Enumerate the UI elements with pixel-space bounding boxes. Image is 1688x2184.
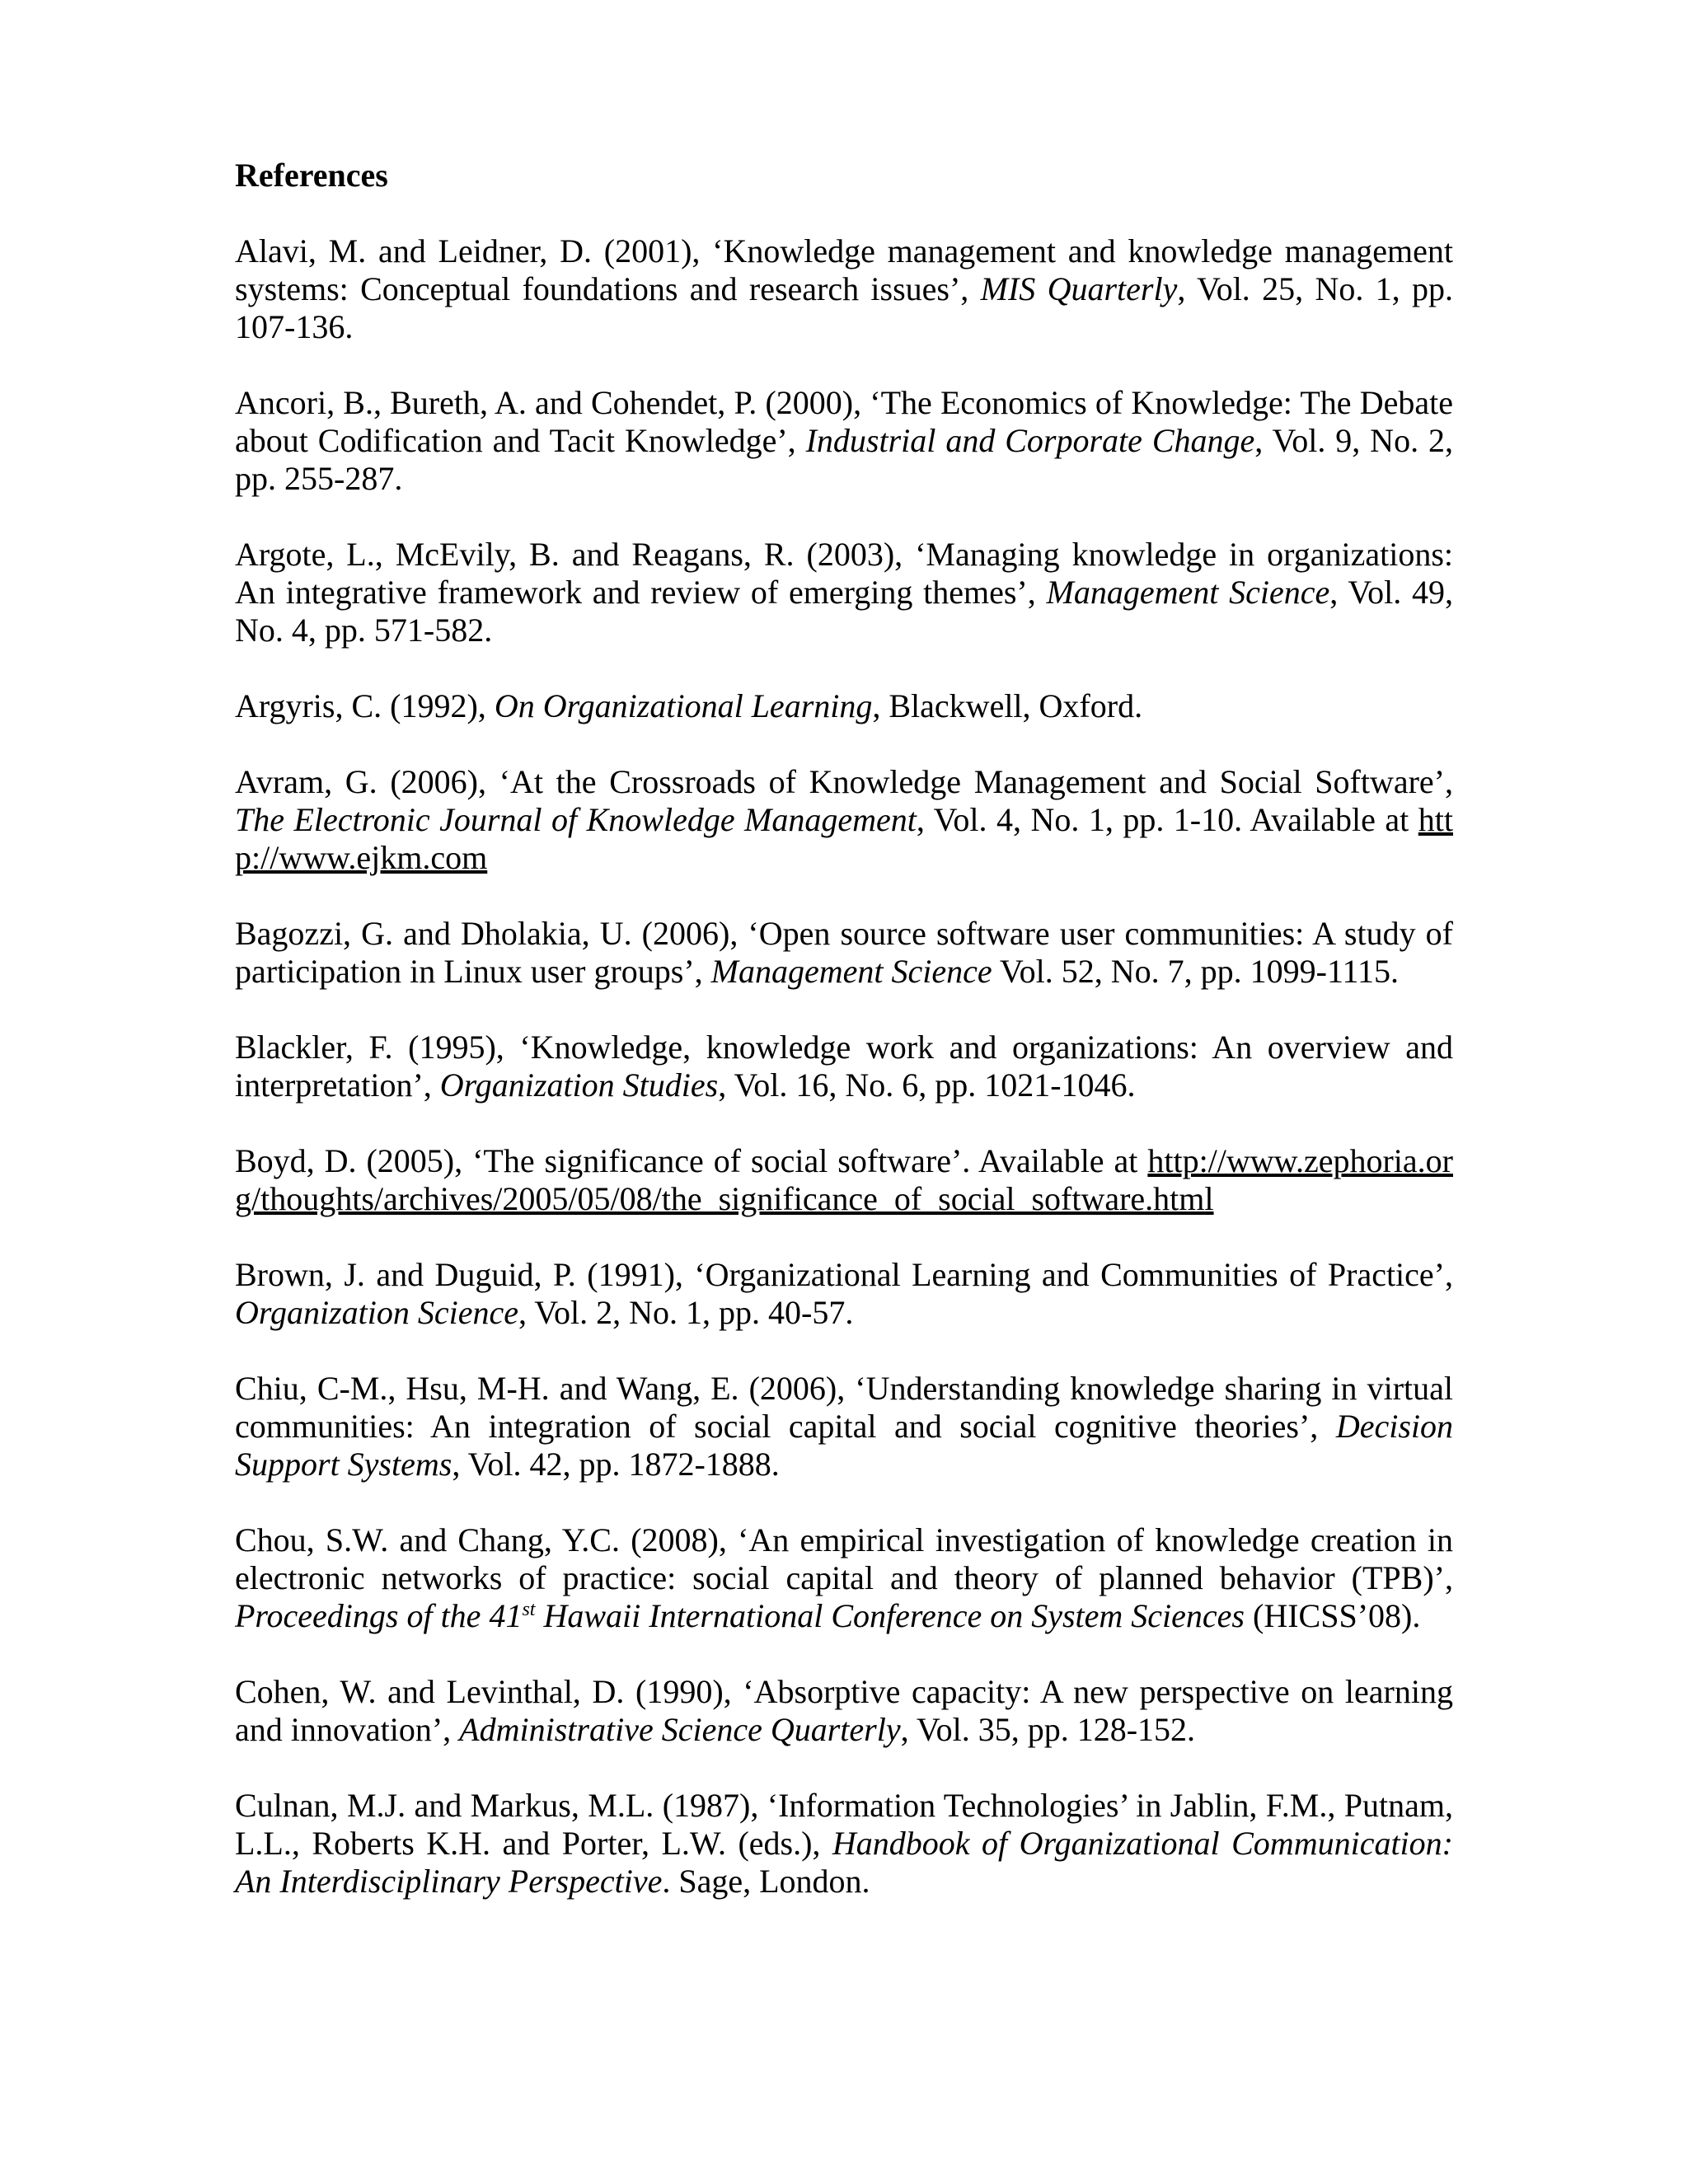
reference-entry: Chou, S.W. and Chang, Y.C. (2008), ‘An empirical investigation of knowledge creation in electronic networks of practice: social capital and theory of planned behavior (TPB)’, Proceedings of the 41st Hawaii International Conference on System Sciences (HICSS’08). xyxy=(235,1521,1453,1634)
reference-entry: Ancori, B., Bureth, A. and Cohendet, P. (2000), ‘The Economics of Knowledge: The Debate about Codification and Tacit Knowledge’, Industrial and Corporate Change, Vol. 9, No. 2, pp. 255-287. xyxy=(235,384,1453,497)
reference-entry: Argote, L., McEvily, B. and Reagans, R. (2003), ‘Managing knowledge in organizations: An integrative framework and review of emerging themes’, Management Science, Vol. 49, No. 4, pp. 571-582. xyxy=(235,536,1453,649)
reference-link[interactable]: http://www.ejkm.com xyxy=(235,801,1453,876)
references-page xyxy=(235,157,1453,1900)
reference-link[interactable]: http://www.zephoria.org/thoughts/archives/2005/05/08/the_significance_of_social_software.html xyxy=(235,1142,1453,1217)
reference-entry: Culnan, M.J. and Markus, M.L. (1987), ‘Information Technologies’ in Jablin, F.M., Putnam, L.L., Roberts K.H. and Porter, L.W. (eds.), Handbook of Organizational Communication: An Interdisciplinary Perspective. Sage, London. xyxy=(235,1787,1453,1900)
reference-entry: Argyris, C. (1992), On Organizational Learning, Blackwell, Oxford. xyxy=(235,687,1143,724)
reference-entry: Cohen, W. and Levinthal, D. (1990), ‘Absorptive capacity: A new perspective on learning and innovation’, Administrative Science Quarterly, Vol. 35, pp. 128-152. xyxy=(235,1673,1453,1748)
reference-entry: Chiu, C-M., Hsu, M-H. and Wang, E. (2006), ‘Understanding knowledge sharing in virtual communities: An integration of social capital and social cognitive theories’, Decision Support Systems, Vol. 42, pp. 1872-1888. xyxy=(235,1370,1453,1483)
reference-entry: Blackler, F. (1995), ‘Knowledge, knowledge work and organizations: An overview and interpretation’, Organization Studies, Vol. 16, No. 6, pp. 1021-1046. xyxy=(235,1029,1453,1104)
reference-entry: Brown, J. and Duguid, P. (1991), ‘Organizational Learning and Communities of Practice’, Organization Science, Vol. 2, No. 1, pp. 40-57. xyxy=(235,1256,1453,1331)
references-heading: References xyxy=(235,157,388,194)
reference-entry: Bagozzi, G. and Dholakia, U. (2006), ‘Open source software user communities: A study of participation in Linux user groups’, Management Science Vol. 52, No. 7, pp. 1099-1115. xyxy=(235,915,1453,990)
reference-entry: Avram, G. (2006), ‘At the Crossroads of Knowledge Management and Social Software’, The Electronic Journal of Knowledge Management, Vol. 4, No. 1, pp. 1-10. Available at http://www.ejkm.com xyxy=(235,763,1453,876)
reference-entry: Alavi, M. and Leidner, D. (2001), ‘Knowledge management and knowledge management systems: Conceptual foundations and research issues’, MIS Quarterly, Vol. 25, No. 1, pp. 107-136. xyxy=(235,232,1453,345)
reference-entry: Boyd, D. (2005), ‘The significance of social software’. Available at http://www.zephoria.org/thoughts/archives/2005/05/08/the_significance_of_social_software.html xyxy=(235,1142,1453,1217)
